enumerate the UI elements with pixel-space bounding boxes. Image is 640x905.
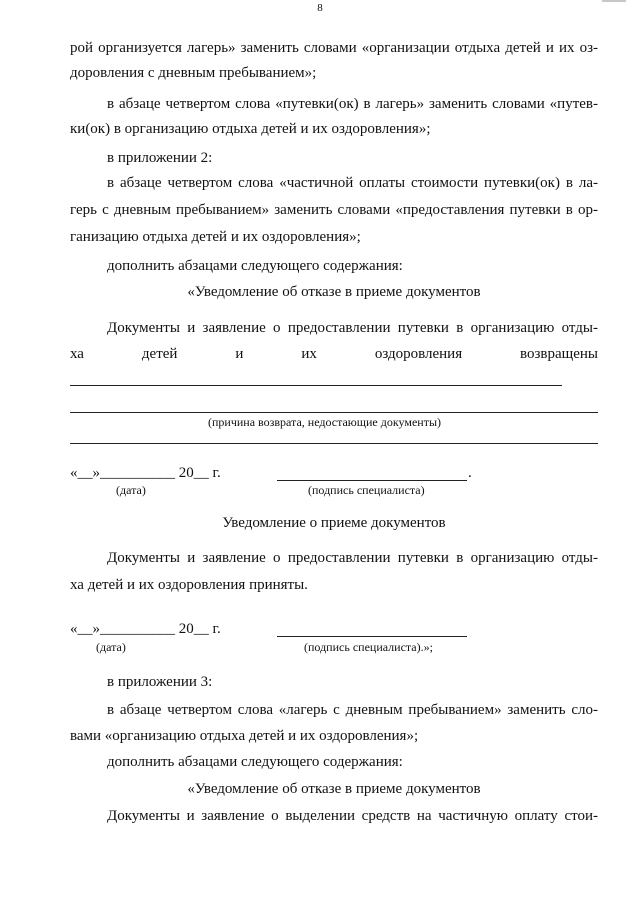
signature-caption: (подпись специалиста)	[308, 483, 425, 497]
signature-line	[277, 636, 467, 637]
blank-line	[70, 385, 562, 386]
paragraph-line: ки(ок) в организацию отдыха детей и их оздоровления»;	[70, 121, 431, 137]
paragraph-line: в абзаце четвертом слова «частичной оплаты стоимости путевки(ок) в ла-	[107, 175, 598, 191]
paragraph-line: дополнить абзацами следующего содержания:	[107, 258, 403, 274]
notice-title: Уведомление о приеме документов	[222, 515, 446, 531]
paragraph-line: герь с дневным пребыванием» заменить словами «предоставления путевки в ор-	[70, 202, 598, 218]
scan-artifact	[602, 0, 626, 2]
paragraph-line: дополнить абзацами следующего содержания:	[107, 754, 403, 770]
signature-caption: (подпись специалиста).»;	[304, 640, 433, 654]
notice-text-line: ха детей и их оздоровления возвращены	[70, 346, 598, 362]
paragraph-line: в абзаце четвертом слова «лагерь с дневным пребыванием» заменить сло-	[107, 702, 598, 718]
paragraph-line: ганизацию отдыха детей и их оздоровления»;	[70, 229, 361, 245]
notice-title: «Уведомление об отказе в приеме документов	[187, 781, 481, 797]
paragraph-line: доровления с дневным пребыванием»;	[70, 65, 317, 81]
notice-text-line: ха детей и их оздоровления приняты.	[70, 577, 308, 593]
signature-period: .	[468, 465, 472, 481]
date-line: «__»__________ 20__ г.	[70, 465, 221, 481]
blank-line	[70, 443, 598, 444]
date-line: «__»__________ 20__ г.	[70, 621, 221, 637]
blank-line	[70, 412, 598, 413]
reason-caption: (причина возврата, недостающие документы)	[208, 415, 442, 429]
page-number: 8	[317, 2, 323, 14]
notice-text-line: Документы и заявление о предоставлении путевки в организацию отды-	[107, 320, 598, 336]
notice-title: «Уведомление об отказе в приеме документов	[187, 284, 481, 300]
date-caption: (дата)	[96, 640, 126, 654]
paragraph-line: в приложении 2:	[107, 150, 213, 166]
notice-text-line: Документы и заявление о предоставлении путевки в организацию отды-	[107, 550, 598, 566]
paragraph-line: в абзаце четвертом слова «путевки(ок) в лагерь» заменить словами «путев-	[107, 96, 598, 112]
notice-text-line: Документы и заявление о выделении средств на частичную оплату стои-	[107, 808, 598, 824]
date-caption: (дата)	[116, 483, 146, 497]
paragraph-line: в приложении 3:	[107, 674, 213, 690]
signature-line	[277, 480, 467, 481]
paragraph-line: рой организуется лагерь» заменить словами «организации отдыха детей и их оз-	[70, 40, 598, 56]
paragraph-line: вами «организацию отдыха детей и их оздоровления»;	[70, 728, 419, 744]
